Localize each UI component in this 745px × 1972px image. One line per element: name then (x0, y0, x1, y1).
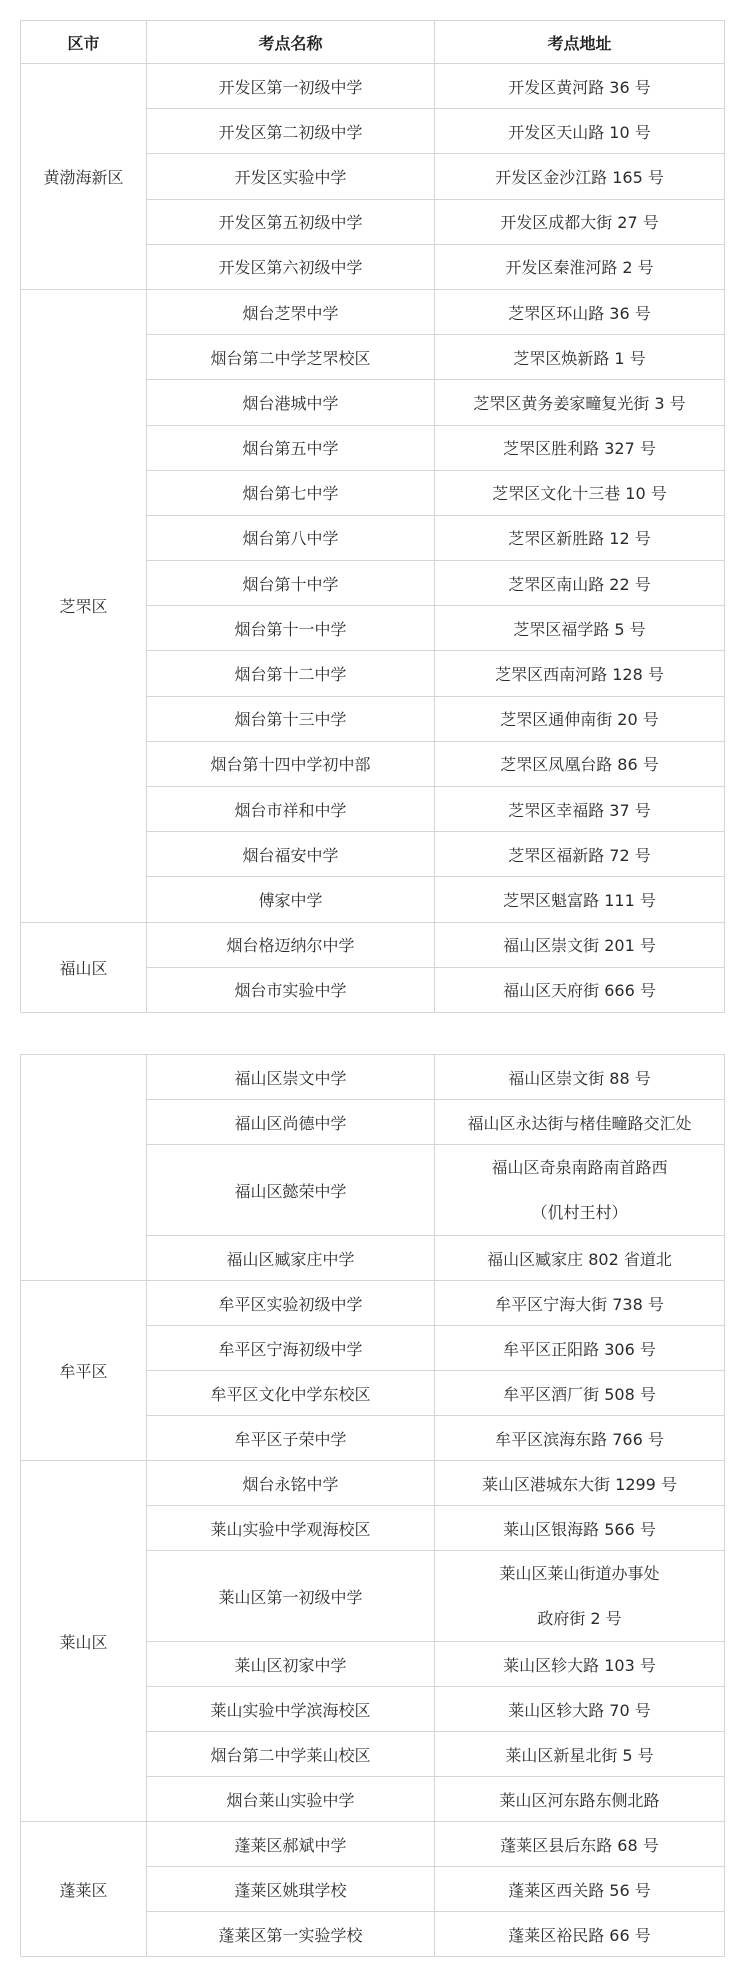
site-name-cell: 开发区第一初级中学 (147, 64, 435, 109)
exam-site-table-part-1 (20, 20, 724, 1013)
site-name-cell: 牟平区子荣中学 (147, 1416, 435, 1461)
site-address-line-2: （仉村王村） (531, 1203, 628, 1222)
site-name-cell: 蓬莱区第一实验学校 (147, 1912, 435, 1957)
site-name-cell: 烟台港城中学 (147, 380, 435, 425)
site-name-cell: 福山区崇文中学 (147, 1055, 435, 1100)
site-address-cell: 福山区臧家庄 802 省道北 (435, 1236, 725, 1281)
site-name-cell: 傅家中学 (147, 877, 435, 922)
site-address-cell: 芝罘区幸福路 37 号 (435, 787, 725, 832)
table-row (21, 1055, 725, 1100)
site-name-cell: 福山区臧家庄中学 (147, 1236, 435, 1281)
site-name-cell: 烟台第八中学 (147, 515, 435, 560)
table-row (21, 1461, 725, 1506)
table-header-row (21, 21, 725, 64)
site-address-cell: 开发区黄河路 36 号 (435, 64, 725, 109)
site-address-cell: 芝罘区环山路 36 号 (435, 289, 725, 334)
site-address-cell: 福山区崇文街 201 号 (435, 922, 725, 967)
site-address-cell: 莱山区轸大路 70 号 (435, 1687, 725, 1732)
site-name-cell: 莱山区第一初级中学 (147, 1551, 435, 1642)
site-address-cell: 蓬莱区县后东路 68 号 (435, 1822, 725, 1867)
site-address-cell: 芝罘区南山路 22 号 (435, 561, 725, 606)
site-address-cell: 莱山区轸大路 103 号 (435, 1642, 725, 1687)
site-name-cell: 烟台市祥和中学 (147, 787, 435, 832)
site-name-cell: 烟台第十二中学 (147, 651, 435, 696)
site-name-cell: 烟台第十中学 (147, 561, 435, 606)
site-name-cell: 莱山实验中学观海校区 (147, 1506, 435, 1551)
exam-site-table (20, 20, 725, 1013)
site-address-cell: 莱山区河东路东侧北路 (435, 1777, 725, 1822)
site-name-cell: 开发区第二初级中学 (147, 109, 435, 154)
table-row (21, 1281, 725, 1326)
site-name-cell: 蓬莱区姚琪学校 (147, 1867, 435, 1912)
site-address-cell: 开发区秦淮河路 2 号 (435, 244, 725, 289)
exam-site-table-part-2 (20, 1054, 724, 1957)
table-row (21, 64, 725, 109)
site-name-cell: 烟台第十四中学初中部 (147, 741, 435, 786)
site-address-cell: 牟平区滨海东路 766 号 (435, 1416, 725, 1461)
site-address-cell: 福山区崇文街 88 号 (435, 1055, 725, 1100)
site-name-cell: 烟台莱山实验中学 (147, 1777, 435, 1822)
site-address-cell: 芝罘区福学路 5 号 (435, 606, 725, 651)
site-name-cell: 莱山实验中学滨海校区 (147, 1687, 435, 1732)
table-row (21, 922, 725, 967)
district-cell: 黄渤海新区 (21, 64, 147, 290)
site-address-line-1: 莱山区莱山街道办事处 (499, 1564, 660, 1583)
site-address-cell (435, 1145, 725, 1236)
header-site-address: 考点地址 (435, 21, 725, 64)
site-address-cell: 开发区金沙江路 165 号 (435, 154, 725, 199)
site-address-cell: 芝罘区凤凰台路 86 号 (435, 741, 725, 786)
site-name-cell: 烟台第十三中学 (147, 696, 435, 741)
site-name-cell: 开发区实验中学 (147, 154, 435, 199)
district-cell: 莱山区 (21, 1461, 147, 1822)
site-name-cell: 烟台第十一中学 (147, 606, 435, 651)
site-address-cell: 芝罘区新胜路 12 号 (435, 515, 725, 560)
site-address-cell: 芝罘区焕新路 1 号 (435, 335, 725, 380)
site-address-cell (435, 1551, 725, 1642)
site-address-line-1: 福山区奇泉南路南首路西 (491, 1158, 668, 1177)
site-name-cell: 烟台第七中学 (147, 470, 435, 515)
site-address-cell: 芝罘区黄务姜家疃复光街 3 号 (435, 380, 725, 425)
header-site-name: 考点名称 (147, 21, 435, 64)
site-address-cell: 开发区成都大街 27 号 (435, 199, 725, 244)
site-address-cell: 开发区天山路 10 号 (435, 109, 725, 154)
site-address-cell: 芝罘区魁富路 111 号 (435, 877, 725, 922)
site-name-cell: 开发区第六初级中学 (147, 244, 435, 289)
district-cell: 福山区 (21, 922, 147, 1012)
table-row (21, 289, 725, 334)
site-address-cell: 芝罘区文化十三巷 10 号 (435, 470, 725, 515)
site-address-cell: 牟平区正阳路 306 号 (435, 1326, 725, 1371)
site-address-line-2: 政府街 2 号 (537, 1609, 622, 1628)
site-address-cell: 芝罘区西南河路 128 号 (435, 651, 725, 696)
district-cell: 芝罘区 (21, 289, 147, 922)
site-address-cell: 莱山区新星北街 5 号 (435, 1732, 725, 1777)
district-cell: 牟平区 (21, 1281, 147, 1461)
site-name-cell: 莱山区初家中学 (147, 1642, 435, 1687)
site-name-cell: 烟台永铭中学 (147, 1461, 435, 1506)
district-cell: 蓬莱区 (21, 1822, 147, 1957)
site-address-cell: 芝罘区通伸南街 20 号 (435, 696, 725, 741)
site-name-cell: 烟台格迈纳尔中学 (147, 922, 435, 967)
site-name-cell: 蓬莱区郝斌中学 (147, 1822, 435, 1867)
site-name-cell: 烟台芝罘中学 (147, 289, 435, 334)
site-name-cell: 福山区尚德中学 (147, 1100, 435, 1145)
site-name-cell: 烟台第五中学 (147, 425, 435, 470)
site-name-cell: 烟台第二中学莱山校区 (147, 1732, 435, 1777)
site-address-cell: 牟平区酒厂街 508 号 (435, 1371, 725, 1416)
site-address-cell: 蓬莱区裕民路 66 号 (435, 1912, 725, 1957)
table-row (21, 1822, 725, 1867)
site-address-cell: 福山区天府街 666 号 (435, 967, 725, 1012)
site-address-cell: 莱山区港城东大街 1299 号 (435, 1461, 725, 1506)
site-name-cell: 牟平区文化中学东校区 (147, 1371, 435, 1416)
site-name-cell: 开发区第五初级中学 (147, 199, 435, 244)
site-address-cell: 福山区永达街与楮佳疃路交汇处 (435, 1100, 725, 1145)
site-address-cell: 莱山区银海路 566 号 (435, 1506, 725, 1551)
header-district: 区市 (21, 21, 147, 64)
site-name-cell: 福山区懿荣中学 (147, 1145, 435, 1236)
site-name-cell: 牟平区宁海初级中学 (147, 1326, 435, 1371)
site-address-cell: 牟平区宁海大街 738 号 (435, 1281, 725, 1326)
site-address-cell: 蓬莱区西关路 56 号 (435, 1867, 725, 1912)
site-name-cell: 烟台第二中学芝罘校区 (147, 335, 435, 380)
site-name-cell: 牟平区实验初级中学 (147, 1281, 435, 1326)
site-name-cell: 烟台市实验中学 (147, 967, 435, 1012)
site-name-cell: 烟台福安中学 (147, 832, 435, 877)
site-address-cell: 芝罘区胜利路 327 号 (435, 425, 725, 470)
exam-site-table-continued (20, 1054, 725, 1957)
district-cell (21, 1055, 147, 1281)
site-address-cell: 芝罘区福新路 72 号 (435, 832, 725, 877)
